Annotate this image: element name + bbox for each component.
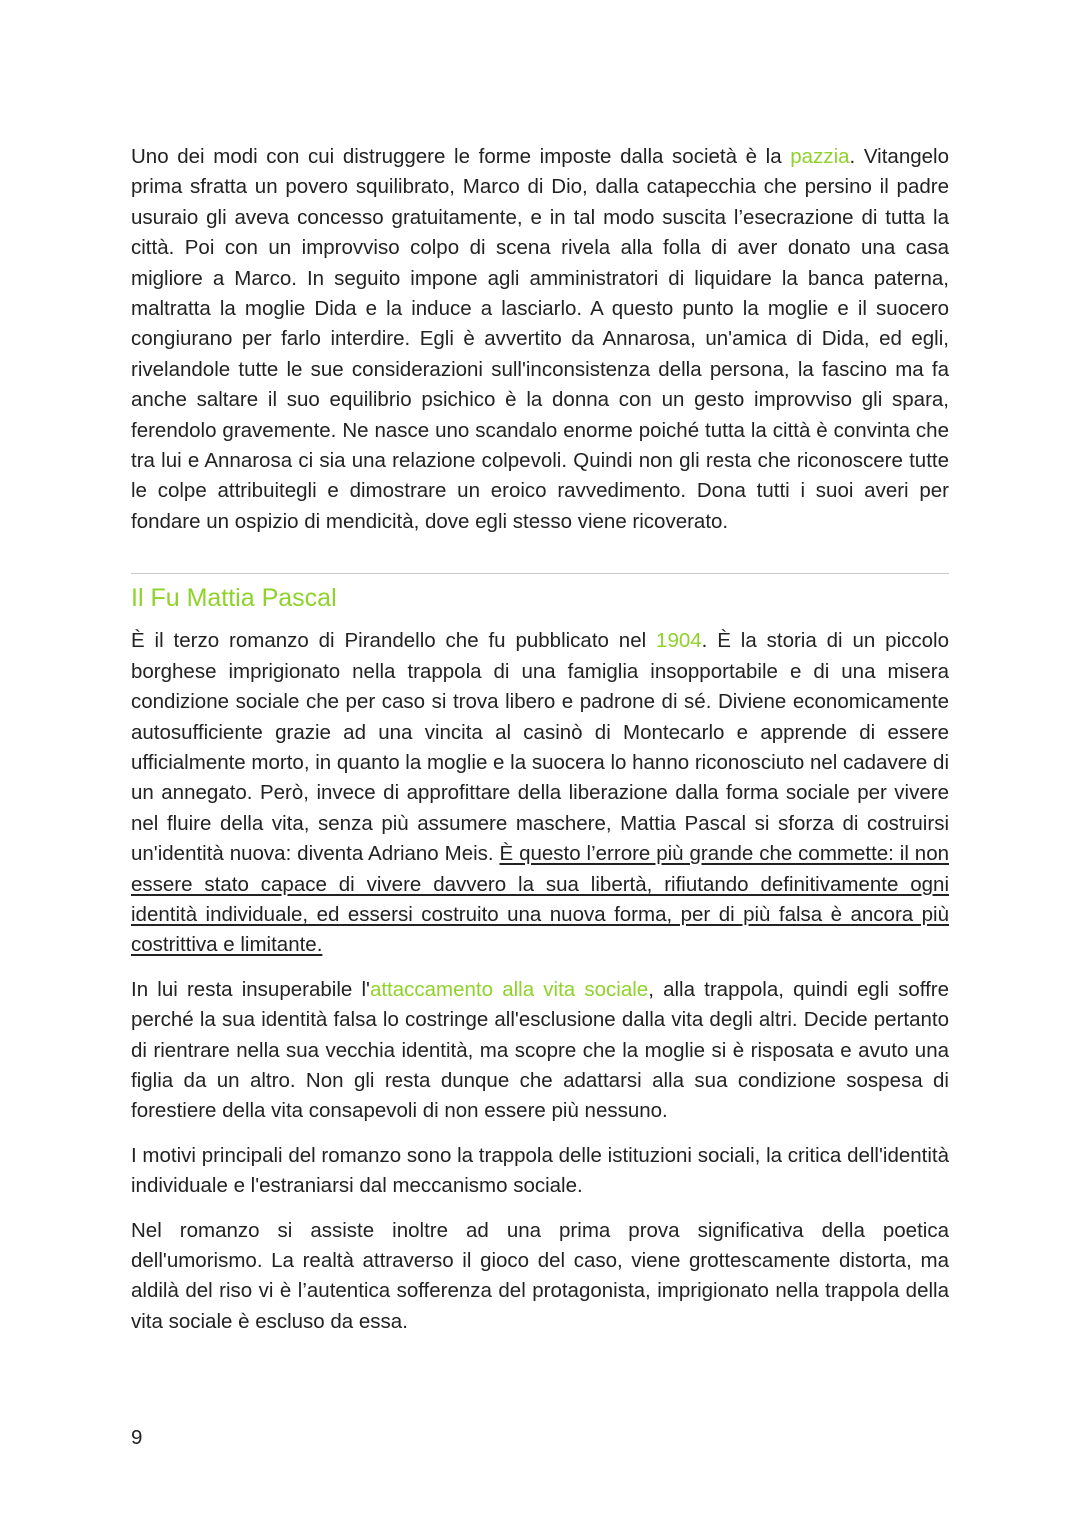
p1-text-mid: . È la storia di un piccolo borghese imprigionato nella trappola di una famiglia insopportabile e di una misera condizione sociale che per caso si trova libero e padrone di sé. Diviene economicamente autosufficiente grazie ad una vincita al casinò di Montecarlo e apprende di essere ufficialmente morto, in quanto la moglie e la suocera lo hanno riconosciuto nel cadavere di un annegato. Però, invece di approfittare della liberazione dalla forma sociale per vivere nel fluire della vita, senza più assumere maschere, Mattia Pascal si sforza di costruirsi un'identità nuova: diventa Adriano Meis. <box>131 629 949 866</box>
intro-text-start: Uno dei modi con cui distruggere le forme imposte dalla società è la <box>131 145 791 168</box>
document-page <box>131 142 949 1337</box>
section-title: Il Fu Mattia Pascal <box>131 584 337 613</box>
highlight-attaccamento: attaccamento alla vita sociale <box>369 977 649 1001</box>
intro-paragraph <box>131 142 949 537</box>
p2-text-rest: , alla trappola, quindi egli soffre perché la sua identità falsa lo costringe all'esclusione dalla vita degli altri. Decide pertanto di rientrare nella sua vecchia identità, ma scopre che la moglie si è risposata e avuto una figlia da un altro. Non gli resta dunque che adattarsi alla sua condizione sospesa di forestiere della vita consapevoli di non essere più nessuno. <box>131 977 950 1123</box>
section-paragraph-3: I motivi principali del romanzo sono la trappola delle istituzioni sociali, la critica dell'identità individuale e l'estraniarsi dal meccanismo sociale. <box>131 1143 949 1198</box>
section-paragraph-1 <box>131 626 949 960</box>
section-paragraph-2 <box>131 975 949 1127</box>
highlight-year: 1904 <box>656 629 702 653</box>
page-number: 9 <box>131 1426 143 1449</box>
underlined-passage: È questo l’errore più grande che commette: il non essere stato capace di vivere davvero la sua libertà, rifiutando definitivamente ogni identità individuale, ed essersi costruito una nuova forma, per di più falsa è ancora più costrittiva e limitante. <box>131 842 949 957</box>
section-divider <box>131 573 949 574</box>
intro-text-rest: . Vitangelo prima sfratta un povero squilibrato, Marco di Dio, dalla catapecchia che persino il padre usuraio gli aveva concesso gratuitamente, e in tal modo suscita l’esecrazione di tutta la città. Poi con un improvviso colpo di scena rivela alla folla di aver donato una casa migliore a Marco. In seguito impone agli amministratori di liquidare la banca paterna, maltratta la moglie Dida e la induce a lasciarlo. A questo punto la moglie e il suocero congiurano per farlo interdire. Egli è avvertito da Annarosa, un'amica di Dida, ed egli, rivelandole tutte le sue considerazioni sull'inconsistenza della persona, la fascino ma fa anche saltare il suo equilibrio psichico è la donna con un gesto improvviso gli spara, ferendolo gravemente. Ne nasce uno scandalo enorme poiché tutta la città è convinta che tra lui e Annarosa ci sia una relazione colpevoli. Quindi non gli resta che riconoscere tutte le colpe attribuitegli e dimostrare un eroico ravvedimento. Dona tutti i suoi averi per fondare un ospizio di mendicità, dove egli stesso viene ricoverato. <box>131 145 949 533</box>
section-paragraph-4: Nel romanzo si assiste inoltre ad una prima prova significativa della poetica dell'umorismo. La realtà attraverso il gioco del caso, viene grottescamente distorta, ma aldilà del riso vi è l’autentica sofferenza del protagonista, imprigionato nella trappola della vita sociale è escluso da essa. <box>131 1218 949 1333</box>
highlight-pazzia: pazzia <box>790 145 850 168</box>
p1-text-start: È il terzo romanzo di Pirandello che fu pubblicato nel <box>131 629 657 653</box>
p2-text-start: In lui resta insuperabile l' <box>131 977 370 1001</box>
